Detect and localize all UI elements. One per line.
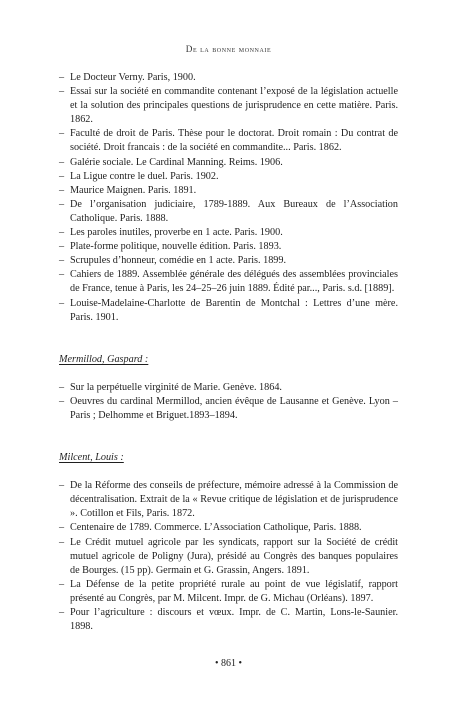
entry-dash: –	[59, 198, 65, 210]
entry-text: Centenaire de 1789. Commerce. L’Association Catholique, Paris. 1888.	[70, 522, 362, 534]
entry-text: Cahiers de 1889. Assemblée générale des délégués des assemblées provinciales de France, tenue à Paris, les 24–25–26 juin 1889. Édité par..., Paris. s.d. [1889].	[70, 269, 398, 295]
bibliography-entry	[59, 156, 398, 170]
bibliography-entry	[59, 479, 398, 521]
bibliography-entry	[59, 127, 398, 155]
entry-text: Essai sur la société en commandite contenant l’exposé de la législation actuelle et la solution des principales questions de jurisprudence en cette matière. Paris. 1862.	[70, 86, 398, 126]
bibliography-content	[59, 71, 398, 634]
entry-text: Les paroles inutiles, proverbe en 1 acte. Paris. 1900.	[70, 227, 283, 239]
page-number: • 861 •	[214, 658, 242, 669]
entry-dash: –	[59, 536, 65, 548]
milcent-entry-list	[59, 479, 398, 634]
entry-dash: –	[59, 170, 65, 182]
section-gap	[59, 325, 398, 353]
bibliography-entry	[59, 268, 398, 296]
intro-entry-list	[59, 71, 398, 325]
bibliography-entry	[59, 85, 398, 127]
entry-text: Faculté de droit de Paris. Thèse pour le doctorat. Droit romain : Du contrat de société. Droit francais : de la société en commandite... Paris. 1862.	[70, 128, 398, 154]
bibliography-entry	[59, 297, 398, 325]
bibliography-entry	[59, 381, 398, 395]
entry-dash: –	[59, 607, 65, 618]
entry-dash: –	[59, 184, 65, 196]
bibliography-entry	[59, 170, 398, 184]
entry-dash: –	[59, 480, 65, 492]
bibliography-entry	[59, 395, 398, 423]
bibliography-entry	[59, 578, 398, 606]
bibliography-entry	[59, 71, 398, 85]
entry-text: La Ligue contre le duel. Paris. 1902.	[70, 170, 219, 182]
entry-text: Oeuvres du cardinal Mermillod, ancien évêque de Lausanne et Genève. Lyon – Paris ; Delhomme et Briguet.1893–1894.	[70, 395, 398, 421]
bibliography-entry	[59, 226, 398, 240]
entry-dash: –	[59, 297, 65, 309]
entry-text: De la Réforme des conseils de préfecture, mémoire adressé à la Commission de décentralisation. Extrait de la « Revue critique de législation et de jurisprudence ». Cotillon et Fils, Paris. 1872.	[70, 480, 398, 520]
section-gap	[59, 423, 398, 451]
entry-dash: –	[59, 156, 65, 168]
entry-dash: –	[59, 395, 65, 407]
entry-dash: –	[59, 227, 65, 239]
entry-dash: –	[59, 381, 65, 393]
entry-text: De l’organisation judiciaire, 1789-1889. Aux Bureaux de l’Association Catholique. Paris. 1888.	[70, 198, 398, 224]
bibliography-entry	[59, 521, 398, 535]
entry-text: Le Docteur Verny. Paris, 1900.	[70, 72, 196, 83]
entry-text: Louise-Madelaine-Charlotte de Barentin de Montchal : Lettres d’une mère. Paris. 1901.	[70, 297, 398, 323]
entry-text: Plate-forme politique, nouvelle édition. Paris. 1893.	[70, 241, 282, 253]
entry-dash: –	[59, 578, 65, 590]
heading-gap	[59, 465, 398, 479]
entry-dash: –	[59, 269, 65, 281]
entry-dash: –	[59, 522, 65, 534]
entry-text: La Défense de la petite propriété rurale au point de vue législatif, rapport présenté au Congrès, par M. Milcent. Impr. de G. Michau (Orléans). 1897.	[70, 578, 398, 604]
entry-text: Galérie sociale. Le Cardinal Manning. Reims. 1906.	[70, 156, 283, 168]
entry-text: Maurice Maignen. Paris. 1891.	[70, 184, 197, 196]
bibliography-entry	[59, 198, 398, 226]
bibliography-entry	[59, 606, 398, 634]
entry-dash: –	[59, 86, 65, 98]
entry-dash: –	[59, 241, 65, 253]
bibliography-entry	[59, 240, 398, 254]
author-heading-mermillod: Mermillod, Gaspard :	[59, 353, 149, 365]
heading-gap	[59, 367, 398, 381]
entry-dash: –	[59, 72, 65, 83]
entry-text: Le Crédit mutuel agricole par les syndicats, rapport sur la Société de crédit mutuel agricole de Poligny (Jura), présidé au Congrès des banques populaires de Bourges. (15 pp). Germain et G. Grassin, Angers. 1891.	[70, 536, 398, 576]
bibliography-entry	[59, 536, 398, 578]
entry-text: Pour l’agriculture : discours et vœux. Impr. de C. Martin, Lons-le-Saunier. 1898.	[70, 607, 398, 633]
author-heading-milcent: Milcent, Louis :	[59, 452, 124, 464]
entry-text: Scrupules d’honneur, comédie en 1 acte. Paris. 1899.	[70, 255, 287, 267]
bibliography-entry	[59, 254, 398, 268]
running-head: De la bonne monnaie	[185, 44, 272, 54]
entry-dash: –	[59, 255, 65, 267]
bibliography-entry	[59, 184, 398, 198]
entry-text: Sur la perpétuelle virginité de Marie. Genève. 1864.	[70, 381, 282, 393]
mermillod-entry-list	[59, 381, 398, 423]
entry-dash: –	[59, 128, 65, 140]
